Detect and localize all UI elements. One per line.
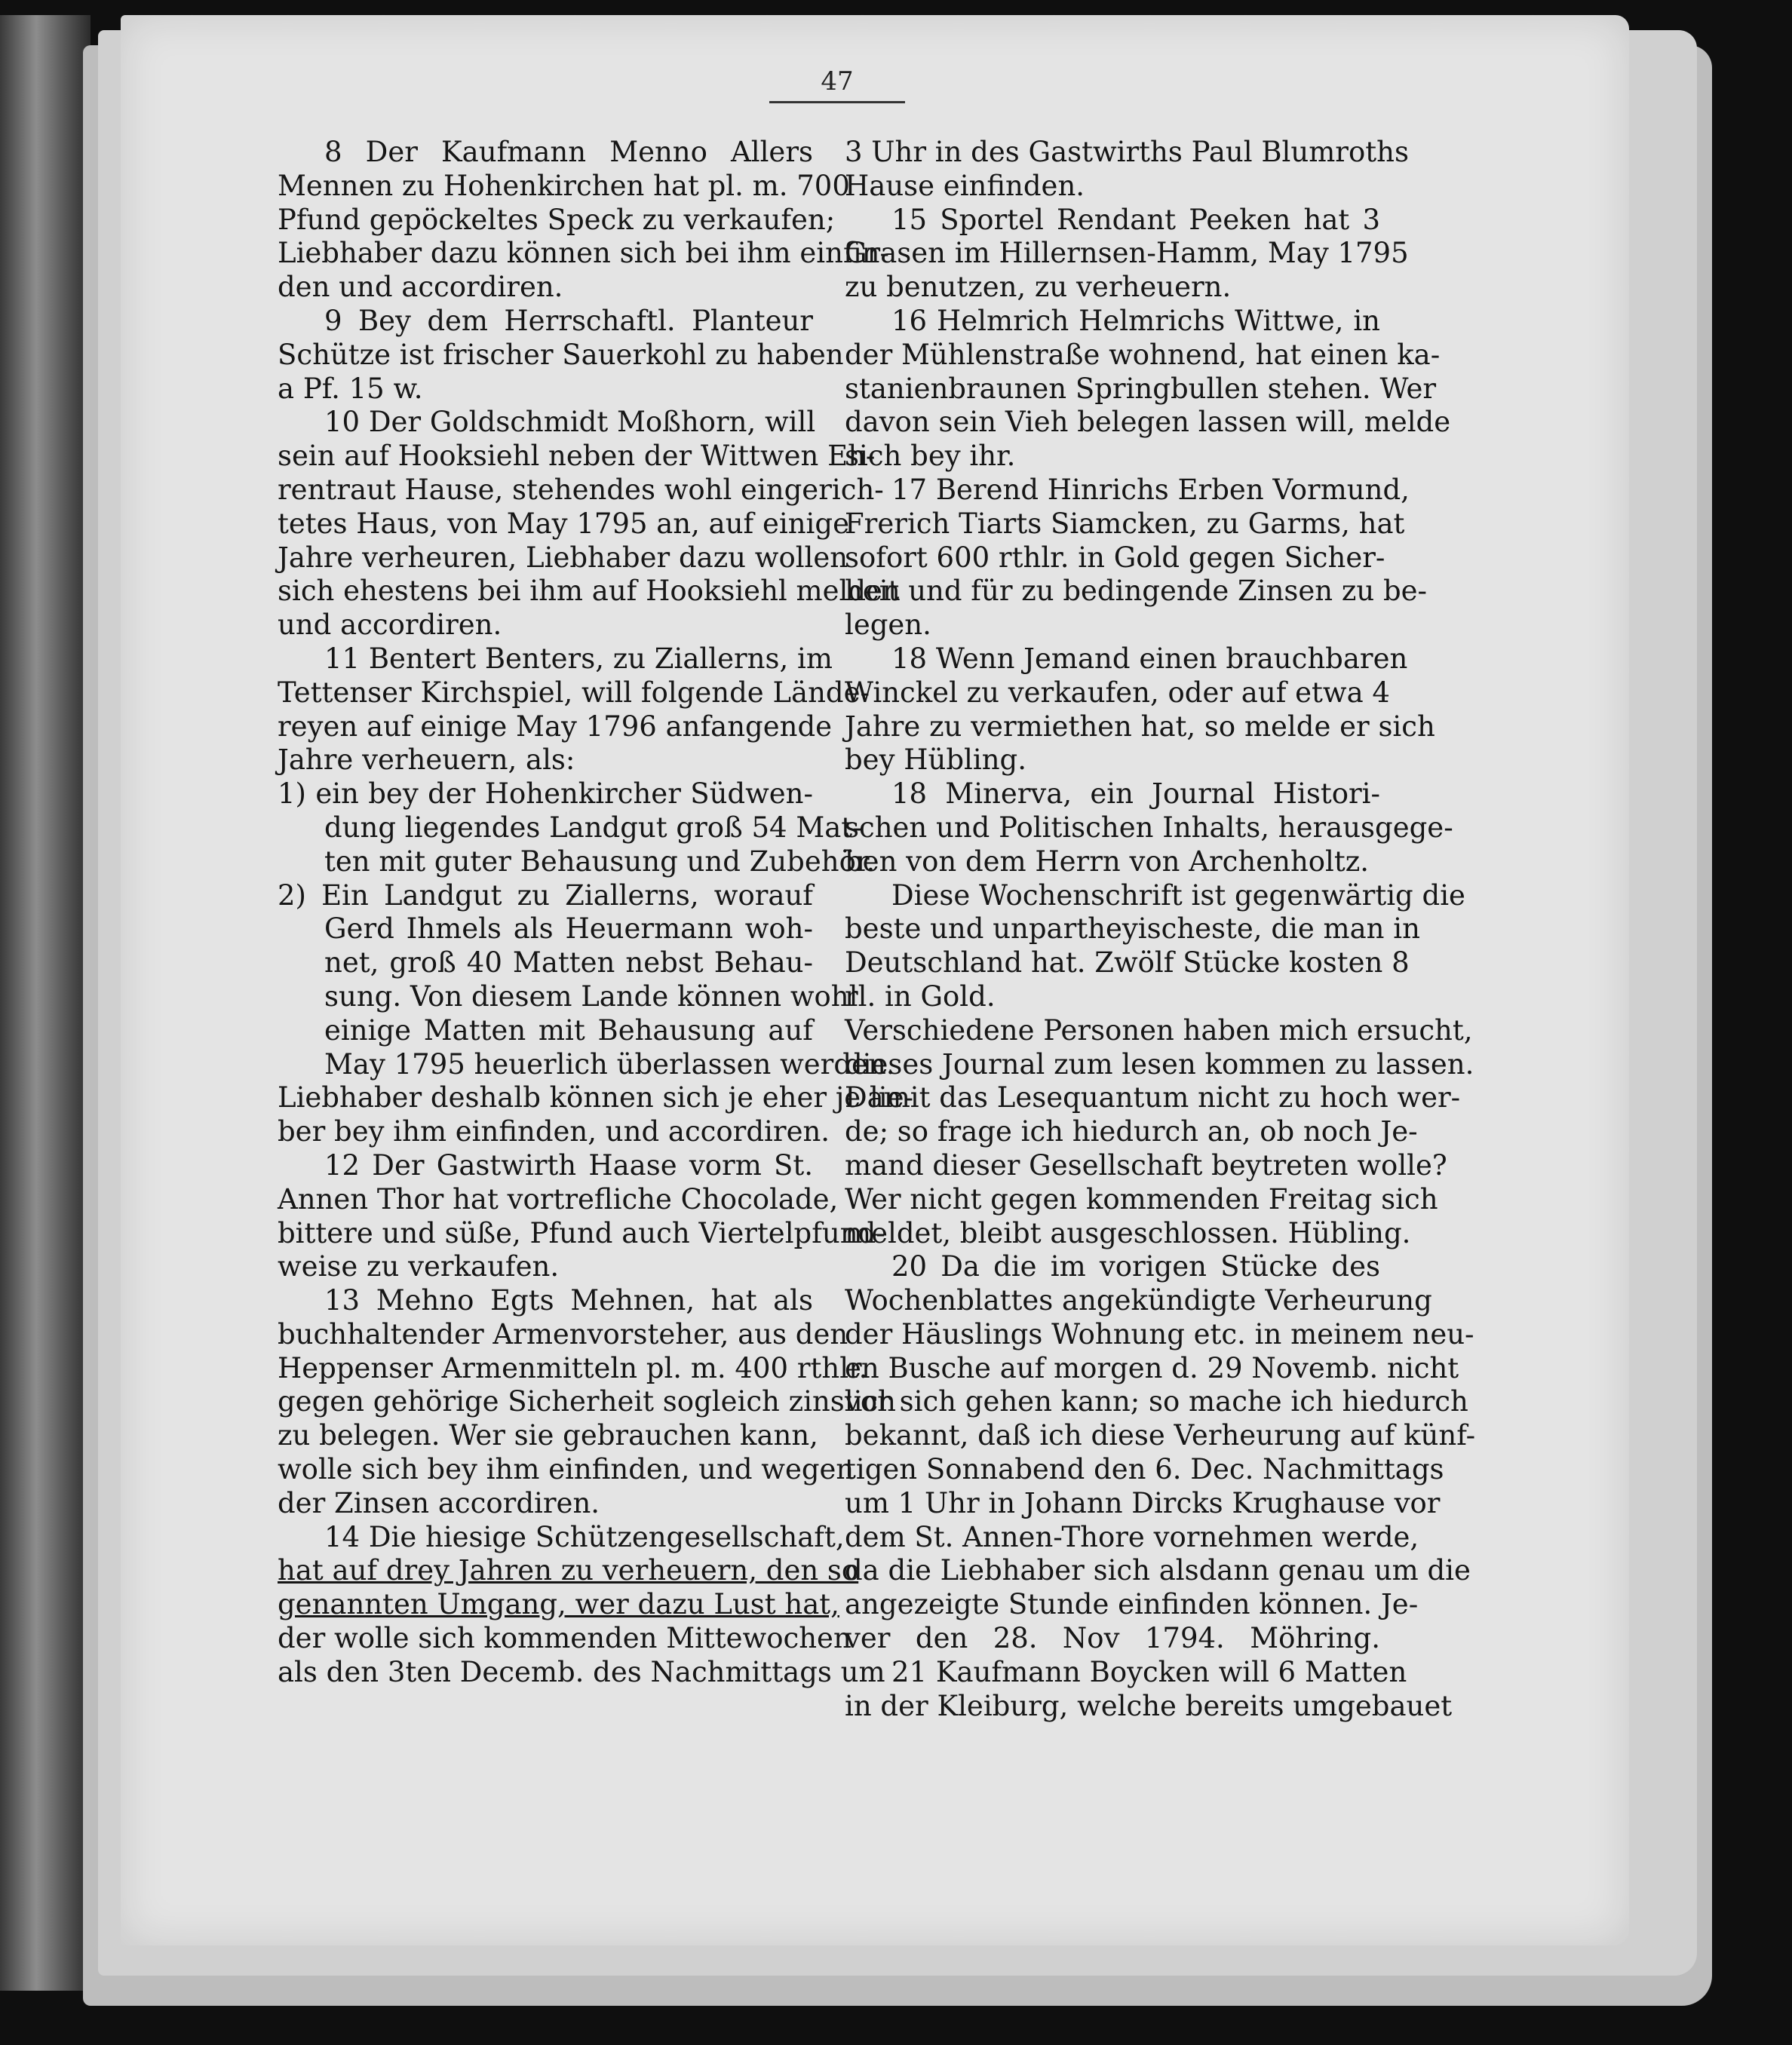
text-line: schen und Politischen Inhalts, herausgege-	[845, 811, 1453, 844]
text-line: buchhaltender Armenvorsteher, aus den	[278, 1317, 848, 1351]
text-line: um 1 Uhr in Johann Dircks Krughause vor	[845, 1486, 1441, 1519]
text-line: Jahre zu vermiethen hat, so melde er sich	[845, 710, 1435, 743]
text-line: meldet, bleibt ausgeschlossen. Hübling.	[845, 1216, 1411, 1249]
text-line: 9 Bey dem Herrschaftl. Planteur	[324, 304, 813, 337]
book-spine	[0, 15, 91, 1991]
text-line: dieses Journal zum lesen kommen zu lassen.	[845, 1047, 1474, 1081]
text-line: Liebhaber dazu können sich bei ihm einfin-	[278, 237, 889, 270]
text-line: der Häuslings Wohnung etc. in meinem neu-	[845, 1317, 1474, 1351]
text-line: zu belegen. Wer sie gebrauchen kann,	[278, 1419, 818, 1452]
page-number: 47	[769, 66, 905, 103]
text-line: rl. in Gold.	[845, 980, 996, 1013]
text-line: wolle sich bey ihm einfinden, und wegen	[278, 1453, 855, 1486]
text-line: 13 Mehno Egts Mehnen, hat als	[324, 1284, 813, 1317]
text-line: Wochenblattes angekündigte Verheurung	[845, 1284, 1432, 1317]
text-line: net, groß 40 Matten nebst Behau-	[324, 946, 813, 980]
text-line: 11 Bentert Benters, zu Ziallerns, im	[324, 642, 833, 675]
text-line: 18 Wenn Jemand einen brauchbaren	[891, 642, 1408, 675]
text-line: bittere und süße, Pfund auch Viertelpfund-	[278, 1216, 885, 1249]
text-line: sung. Von diesem Lande können wohl	[324, 980, 858, 1013]
text-line: 1) ein bey der Hohenkircher Südwen-	[278, 777, 813, 811]
text-line: reyen auf einige May 1796 anfangende	[278, 710, 833, 743]
text-line: sein auf Hooksiehl neben der Wittwen Eh-	[278, 440, 876, 473]
text-line: einige Matten mit Behausung auf	[324, 1013, 813, 1047]
text-line: beste und unpartheyischeste, die man in	[845, 912, 1420, 946]
text-line: Tettenser Kirchspiel, will folgende Lände-	[278, 676, 870, 709]
text-line: 17 Berend Hinrichs Erben Vormund,	[891, 473, 1410, 506]
left-column	[278, 136, 914, 1690]
text-line: de; so frage ich hiedurch an, ob noch Je-	[845, 1115, 1418, 1148]
text-line: und accordiren.	[278, 609, 502, 642]
text-line: da die Liebhaber sich alsdann genau um die	[845, 1554, 1471, 1587]
text-line: Damit das Lesequantum nicht zu hoch wer-	[845, 1081, 1461, 1114]
text-line: ben von dem Herrn von Archenholtz.	[845, 845, 1370, 878]
text-line: Winckel zu verkaufen, oder auf etwa 4	[845, 676, 1390, 709]
text-line: 2) Ein Landgut zu Ziallerns, worauf	[278, 878, 813, 912]
text-line: bey Hübling.	[845, 743, 1026, 777]
text-line: dem St. Annen-Thore vornehmen werde,	[845, 1520, 1419, 1553]
text-line: dung liegendes Landgut groß 54 Mat-	[324, 811, 862, 844]
text-line: Verschiedene Personen haben mich ersucht,	[845, 1013, 1473, 1047]
text-line: 12 Der Gastwirth Haase vorm St.	[324, 1148, 813, 1182]
text-line: heit und für zu bedingende Zinsen zu be-	[845, 575, 1428, 608]
text-line: tigen Sonnabend den 6. Dec. Nachmittags	[845, 1453, 1444, 1486]
text-line: bekannt, daß ich diese Verheurung auf künf-	[845, 1419, 1476, 1452]
text-line: in der Kleiburg, welche bereits umgebauet	[845, 1689, 1453, 1722]
text-line: der Mühlenstraße wohnend, hat einen ka-	[845, 338, 1441, 371]
text-line: Liebhaber deshalb können sich je eher je lie-	[278, 1081, 914, 1114]
text-line: Frerich Tiarts Siamcken, zu Garms, hat	[845, 507, 1405, 540]
text-line: Wer nicht gegen kommenden Freitag sich	[845, 1182, 1438, 1216]
text-line: 18 Minerva, ein Journal Histori-	[891, 777, 1380, 811]
text-line: rentraut Hause, stehendes wohl eingerich-	[278, 473, 884, 506]
text-line: 16 Helmrich Helmrichs Wittwe, in	[891, 304, 1380, 337]
text-line: a Pf. 15 w.	[278, 372, 423, 405]
text-line: 20 Da die im vorigen Stücke des	[891, 1250, 1380, 1283]
text-line: Gerd Ihmels als Heuermann woh-	[324, 912, 813, 946]
text-line: zu benutzen, zu verheuern.	[845, 271, 1232, 304]
text-line: mand dieser Gesellschaft beytreten wolle?	[845, 1148, 1447, 1182]
text-line: 21 Kaufmann Boycken will 6 Matten	[891, 1655, 1407, 1688]
text-line: Pfund gepöckeltes Speck zu verkaufen;	[278, 203, 836, 236]
text-line: weise zu verkaufen.	[278, 1250, 560, 1283]
text-line: Schütze ist frischer Sauerkohl zu haben	[278, 338, 844, 371]
text-line: gegen gehörige Sicherheit sogleich zinslich	[278, 1385, 896, 1418]
text-line: legen.	[845, 609, 931, 642]
text-line: der wolle sich kommenden Mittewochen	[278, 1622, 852, 1655]
text-line: 15 Sportel Rendant Peeken hat 3	[891, 203, 1380, 236]
text-line: als den 3ten Decemb. des Nachmittags um	[278, 1655, 885, 1688]
text-line: ten mit guter Behausung und Zubehör.	[324, 845, 876, 878]
text-line: tetes Haus, von May 1795 an, auf einige	[278, 507, 849, 540]
text-line: stanienbraunen Springbullen stehen. Wer	[845, 372, 1437, 405]
text-line: 8 Der Kaufmann Menno Allers	[324, 136, 813, 168]
text-line: May 1795 heuerlich überlassen werden.	[324, 1047, 895, 1081]
text-line: hat auf drey Jahren zu verheuern, den so	[278, 1554, 859, 1587]
text-line: Deutschland hat. Zwölf Stücke kosten 8	[845, 946, 1410, 980]
text-line: ber bey ihm einfinden, und accordiren.	[278, 1115, 830, 1148]
text-line: vor sich gehen kann; so mache ich hiedurch	[845, 1385, 1468, 1418]
text-line: Grasen im Hillernsen-Hamm, May 1795	[845, 237, 1409, 270]
text-line: den und accordiren.	[278, 271, 563, 304]
text-line: 10 Der Goldschmidt Moßhorn, will	[324, 406, 816, 439]
text-line: Jahre verheuern, als:	[278, 743, 575, 777]
text-line: der Zinsen accordiren.	[278, 1486, 600, 1519]
text-line: en Busche auf morgen d. 29 Novemb. nicht	[845, 1351, 1459, 1384]
text-line: sich ehestens bei ihm auf Hooksiehl melden	[278, 575, 901, 608]
text-line: angezeigte Stunde einfinden können. Je-	[845, 1588, 1419, 1621]
right-column	[845, 136, 1476, 1723]
text-line: Jahre verheuren, Liebhaber dazu wollen	[278, 541, 848, 574]
text-line: davon sein Vieh belegen lassen will, melde	[845, 406, 1451, 439]
text-line: sich bey ihr.	[845, 440, 1016, 473]
text-line: Annen Thor hat vortrefliche Chocolade,	[278, 1182, 839, 1216]
text-line: 3 Uhr in des Gastwirths Paul Blumroths	[845, 136, 1409, 168]
text-line: Diese Wochenschrift ist gegenwärtig die	[891, 878, 1465, 912]
text-line: Heppenser Armenmitteln pl. m. 400 rthlr.	[278, 1351, 868, 1384]
text-line: Hause einfinden.	[845, 169, 1085, 202]
text-line: ver den 28. Nov 1794. Möhring.	[845, 1622, 1380, 1655]
text-line: genannten Umgang, wer dazu Lust hat,	[278, 1588, 839, 1621]
text-line: Mennen zu Hohenkirchen hat pl. m. 700	[278, 169, 850, 202]
text-line: 14 Die hiesige Schützengesellschaft,	[324, 1520, 845, 1553]
text-line: sofort 600 rthlr. in Gold gegen Sicher-	[845, 541, 1385, 574]
